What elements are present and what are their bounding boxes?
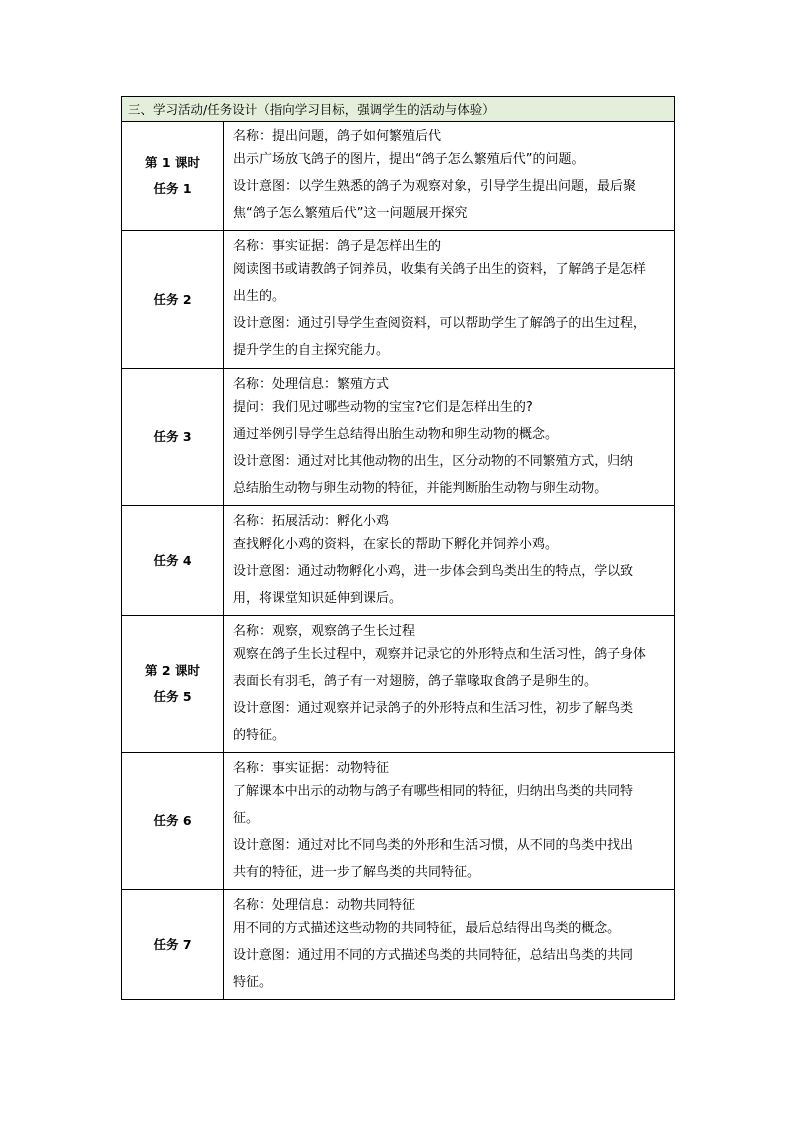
content-line: 征。 bbox=[233, 810, 260, 826]
content-line: 总结胎生动物与卵生动物的特征，并能判断胎生动物与卵生动物。 bbox=[233, 480, 608, 496]
task-label: 任务 6 bbox=[153, 813, 192, 828]
row-label-cell bbox=[122, 122, 224, 231]
content-line: 共有的特征，进一步了解鸟类的共同特征。 bbox=[233, 864, 481, 880]
content-line: 表面长有羽毛，鸽子有一对翅膀，鸽子靠喙取食鸽子是卵生的。 bbox=[233, 673, 598, 689]
table-header-title: 三、学习活动/任务设计（指向学习目标，强调学生的活动与体验） bbox=[122, 97, 675, 122]
content-line: 出生的。 bbox=[233, 289, 286, 304]
content-line: 观察在鸽子生长过程中，观察并记录它的外形特点和生活习性，鸽子身体 bbox=[233, 646, 646, 662]
row-label-cell bbox=[122, 890, 224, 1000]
task-name-line: 名称：事实证据：动物特征 bbox=[233, 760, 390, 776]
task-label: 任务 2 bbox=[153, 291, 192, 307]
row-content-cell bbox=[224, 616, 675, 753]
content-line: 出示广场放飞鸽子的图片，提出“鸽子怎么繁殖后代”的问题。 bbox=[233, 152, 585, 167]
row-label-cell bbox=[122, 231, 224, 369]
row-content-cell bbox=[224, 753, 675, 890]
table-row bbox=[122, 753, 675, 890]
content-line: 用，将课堂知识延伸到课后。 bbox=[233, 590, 403, 606]
row-content-cell bbox=[224, 890, 675, 1000]
content-line: 阅读图书或请教鸽子饲养员，收集有关鸽子出生的资料，了解鸽子是怎样 bbox=[233, 262, 646, 277]
table-header-row bbox=[122, 97, 675, 122]
table-row bbox=[122, 890, 675, 1000]
table-row bbox=[122, 369, 675, 506]
content-line: 提问：我们见过哪些动物的宝宝?它们是怎样出生的? bbox=[233, 399, 533, 415]
row-content-cell bbox=[224, 231, 675, 369]
content-line: 特征。 bbox=[233, 974, 273, 990]
lesson-label: 第 2 课时 bbox=[145, 663, 200, 678]
content-line: 的特征。 bbox=[233, 727, 286, 743]
task-name-line: 名称：观察，观察鸽子生长过程 bbox=[233, 623, 416, 639]
row-content-cell bbox=[224, 506, 675, 616]
row-label-cell bbox=[122, 506, 224, 616]
content-line: 提升学生的自主探究能力。 bbox=[233, 343, 390, 358]
content-line: 了解课本中出示的动物与鸽子有哪些相同的特征，归纳出鸟类的共同特 bbox=[233, 783, 633, 799]
content-line: 设计意图：通过用不同的方式描述鸟类的共同特征，总结出鸟类的共同 bbox=[233, 947, 633, 963]
table-row bbox=[122, 231, 675, 369]
content-line: 设计意图：通过引导学生查阅资料，可以帮助学生了解鸽子的出生过程， bbox=[233, 316, 646, 331]
content-line: 焦“鸽子怎么繁殖后代”这一问题展开探究 bbox=[233, 206, 468, 221]
content-line: 查找孵化小鸡的资料，在家长的帮助下孵化并饲养小鸡。 bbox=[233, 536, 559, 552]
task-name-line: 名称：拓展活动：孵化小鸡 bbox=[233, 513, 390, 529]
task-label: 任务 3 bbox=[153, 429, 192, 444]
task-label: 任务 1 bbox=[153, 181, 192, 196]
content-line: 设计意图：通过对比不同鸟类的外形和生活习惯，从不同的鸟类中找出 bbox=[233, 837, 633, 853]
task-label: 任务 4 bbox=[153, 552, 192, 568]
learning-activity-table bbox=[121, 96, 675, 1000]
content-line: 设计意图：以学生熟悉的鸽子为观察对象，引导学生提出问题，最后聚 bbox=[233, 179, 637, 194]
row-content-cell bbox=[224, 122, 675, 231]
row-content-cell bbox=[224, 369, 675, 506]
row-label-cell bbox=[122, 753, 224, 890]
task-name-line: 名称：处理信息：繁殖方式 bbox=[233, 376, 390, 392]
lesson-label: 第 1 课时 bbox=[145, 155, 200, 170]
task-label: 任务 7 bbox=[153, 936, 192, 952]
table-row bbox=[122, 506, 675, 616]
row-label-cell bbox=[122, 369, 224, 506]
content-line: 通过举例引导学生总结得出胎生动物和卵生动物的概念。 bbox=[233, 426, 559, 442]
table-row bbox=[122, 122, 675, 231]
content-line: 设计意图：通过对比其他动物的出生，区分动物的不同繁殖方式，归纳 bbox=[233, 453, 633, 469]
content-line: 用不同的方式描述这些动物的共同特征，最后总结得出鸟类的概念。 bbox=[233, 920, 621, 936]
task-name-line: 名称：处理信息：动物共同特征 bbox=[233, 897, 416, 913]
task-name-line: 名称：事实证据：鸽子是怎样出生的 bbox=[233, 239, 442, 254]
content-line: 设计意图：通过动物孵化小鸡，进一步体会到鸟类出生的特点，学以致 bbox=[233, 563, 633, 579]
task-name-line: 名称：提出问题，鸽子如何繁殖后代 bbox=[233, 129, 442, 144]
table-row bbox=[122, 616, 675, 753]
row-label-cell bbox=[122, 616, 224, 753]
task-label: 任务 5 bbox=[153, 689, 192, 704]
content-line: 设计意图：通过观察并记录鸽子的外形特点和生活习性，初步了解鸟类 bbox=[233, 700, 633, 716]
